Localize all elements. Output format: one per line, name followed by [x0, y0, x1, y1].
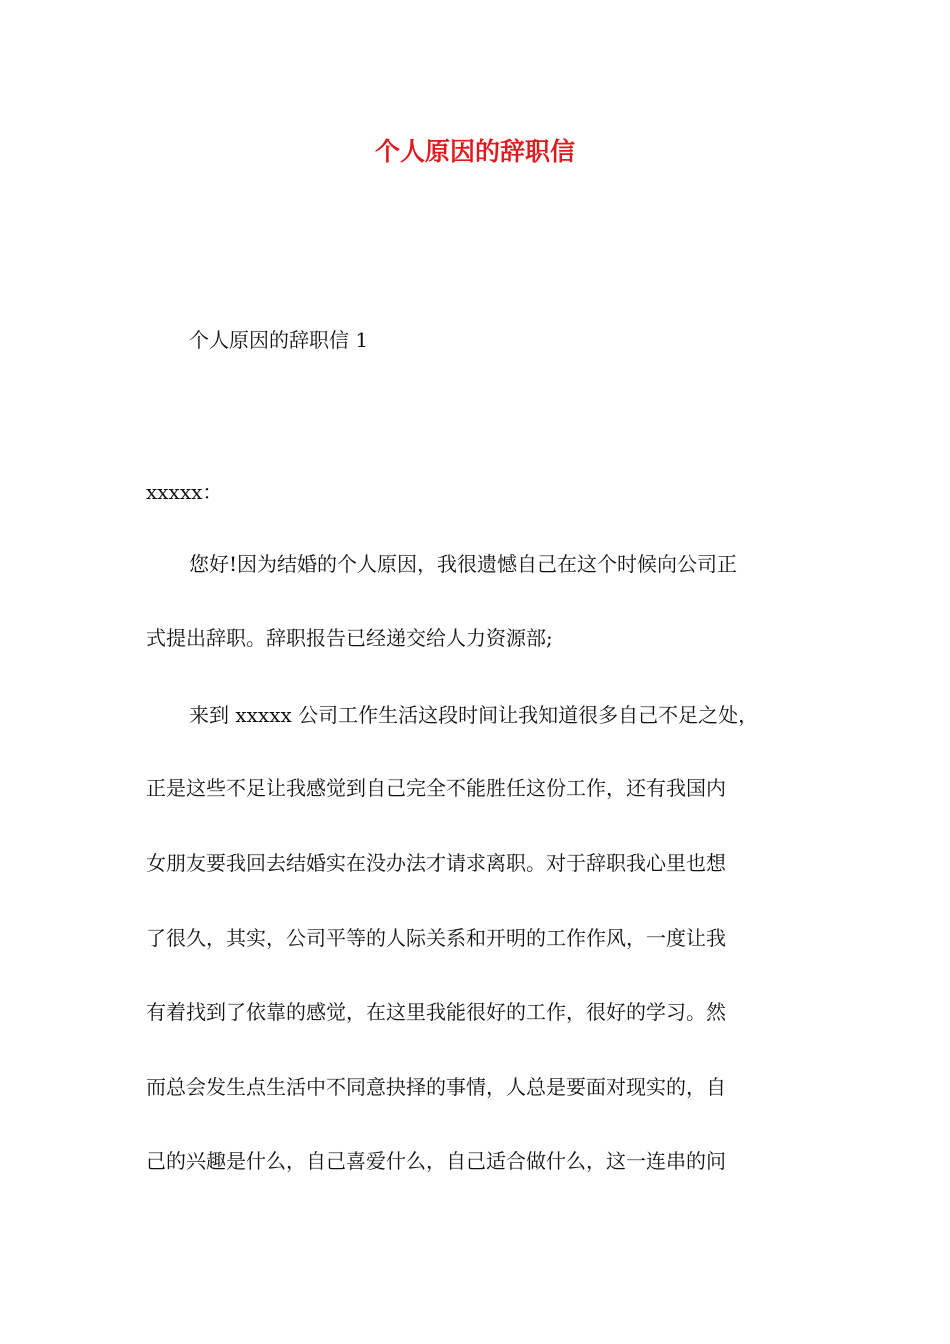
letter-heading: 个人原因的辞职信 1 [189, 328, 369, 352]
body-line: 正是这些不足让我感觉到自己完全不能胜任这份工作，还有我国内 [146, 776, 726, 800]
body-line: 而总会发生点生活中不同意抉择的事情，人总是要面对现实的，自 [146, 1075, 726, 1099]
salutation: xxxxx： [146, 480, 223, 504]
body-line: 来到 xxxxx 公司工作生活这段时间让我知道很多自己不足之处， [189, 703, 759, 727]
body-line: 女朋友要我回去结婚实在没办法才请求离职。对于辞职我心里也想 [146, 851, 726, 875]
document-title: 个人原因的辞职信 [374, 137, 575, 166]
body-line: 了很久，其实，公司平等的人际关系和开明的工作作风，一度让我 [146, 926, 726, 950]
body-line: 您好!因为结婚的个人原因，我很遗憾自己在这个时候向公司正 [189, 552, 738, 576]
body-line: 己的兴趣是什么，自己喜爱什么，自己适合做什么，这一连串的问 [146, 1149, 726, 1173]
body-line: 式提出辞职。辞职报告已经递交给人力资源部; [146, 626, 553, 650]
body-line: 有着找到了依靠的感觉，在这里我能很好的工作，很好的学习。然 [146, 1000, 726, 1024]
